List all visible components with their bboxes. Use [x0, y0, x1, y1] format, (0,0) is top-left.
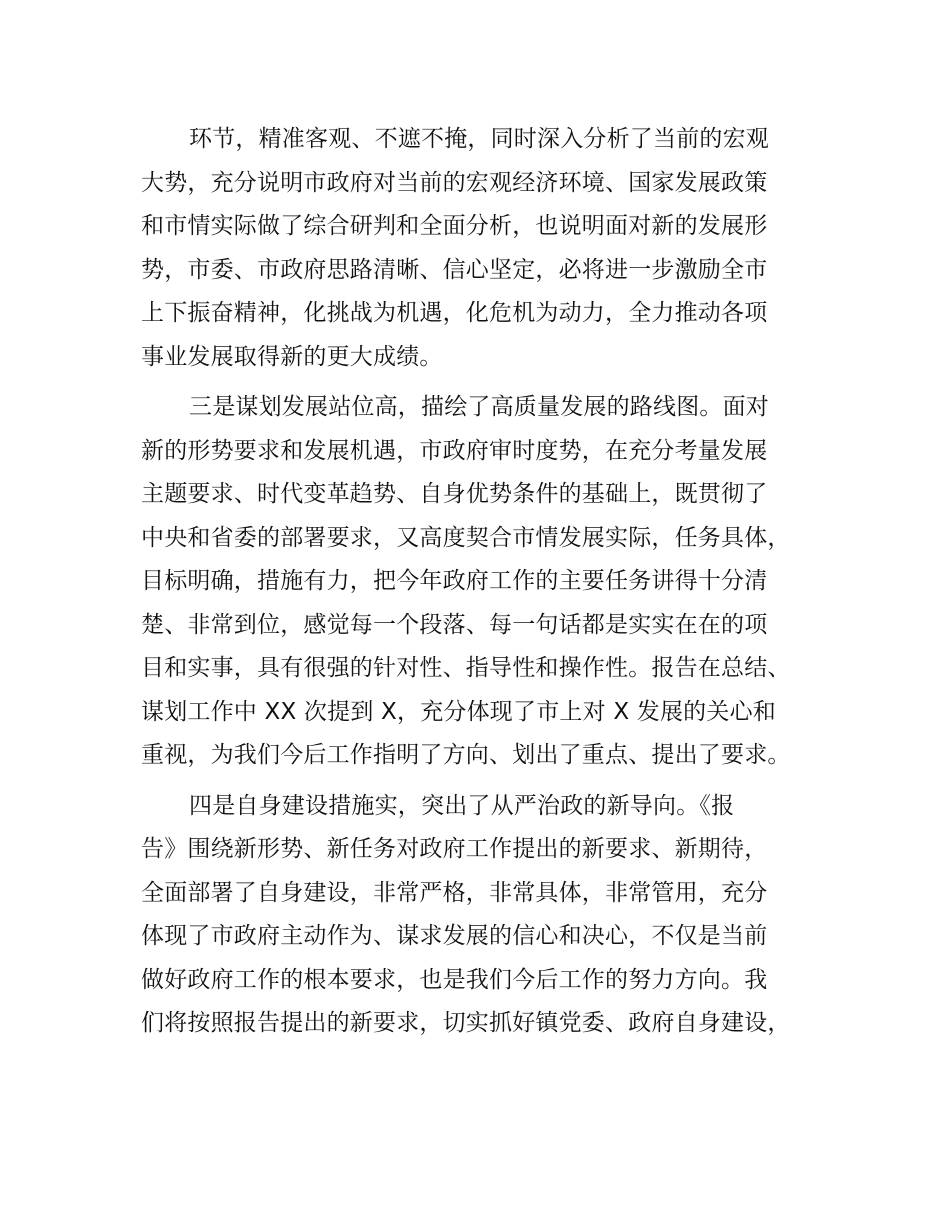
text-line: 们将按照报告提出的新要求，切实抓好镇党委、政府自身建设， [141, 1010, 791, 1036]
text-line: 新的形势要求和发展机遇，市政府审时度势，在充分考量发展 [141, 437, 768, 464]
text-line: 势，市委、市政府思路清晰、信心坚定，必将进一步激励全市 [141, 256, 768, 283]
text-line: 主题要求、时代变革趋势、自身优势条件的基础上，既贯彻了 [141, 481, 768, 507]
text-line: 做好政府工作的根本要求，也是我们今后工作的努力方向。我 [141, 966, 768, 993]
text-line: 三是谋划发展站位高，描绘了高质量发展的路线图。面对 [189, 394, 769, 420]
text-line: 和市情实际做了综合研判和全面分析，也说明面对新的发展形 [141, 213, 768, 239]
text-line: 目标明确，措施有力，把今年政府工作的主要任务讲得十分清 [141, 568, 768, 594]
paragraph-3 [141, 785, 841, 1046]
text-line: 大势，充分说明市政府对当前的宏观经济环境、国家发展政策 [141, 169, 768, 196]
text-line: 体现了市政府主动作为、谋求发展的信心和决心，不仅是当前 [141, 923, 768, 949]
paragraph-1 [141, 118, 841, 379]
text-line: 事业发展取得新的更大成绩。 [141, 343, 443, 370]
text-line: 重视，为我们今后工作指明了方向、划出了重点、提出了要求。 [141, 742, 791, 768]
text-line: 全面部署了自身建设，非常严格，非常具体，非常管用，充分 [141, 879, 768, 906]
text-line: 楚、非常到位，感觉每一个段落、每一句话都是实实在在的项 [141, 611, 768, 638]
text-line: 环节，精准客观、不遮不掩，同时深入分析了当前的宏观 [189, 126, 769, 152]
text-line: 四是自身建设措施实，突出了从严治政的新导向。《报 [189, 792, 735, 819]
text-line: 中央和省委的部署要求，又高度契合市情发展实际，任务具体， [141, 524, 791, 551]
text-line: 告》围绕新形势、新任务对政府工作提出的新要求、新期待， [141, 836, 768, 862]
paragraph-2 [141, 386, 841, 778]
text-line: 目和实事，具有很强的针对性、指导性和操作性。报告在总结、 [141, 655, 791, 681]
text-line: 谋划工作中 XX 次提到 X，充分体现了市上对 X 发展的关心和 [141, 698, 776, 725]
text-line: 上下振奋精神，化挑战为机遇，化危机为动力，全力推动各项 [141, 300, 768, 326]
document-body [141, 118, 841, 1053]
